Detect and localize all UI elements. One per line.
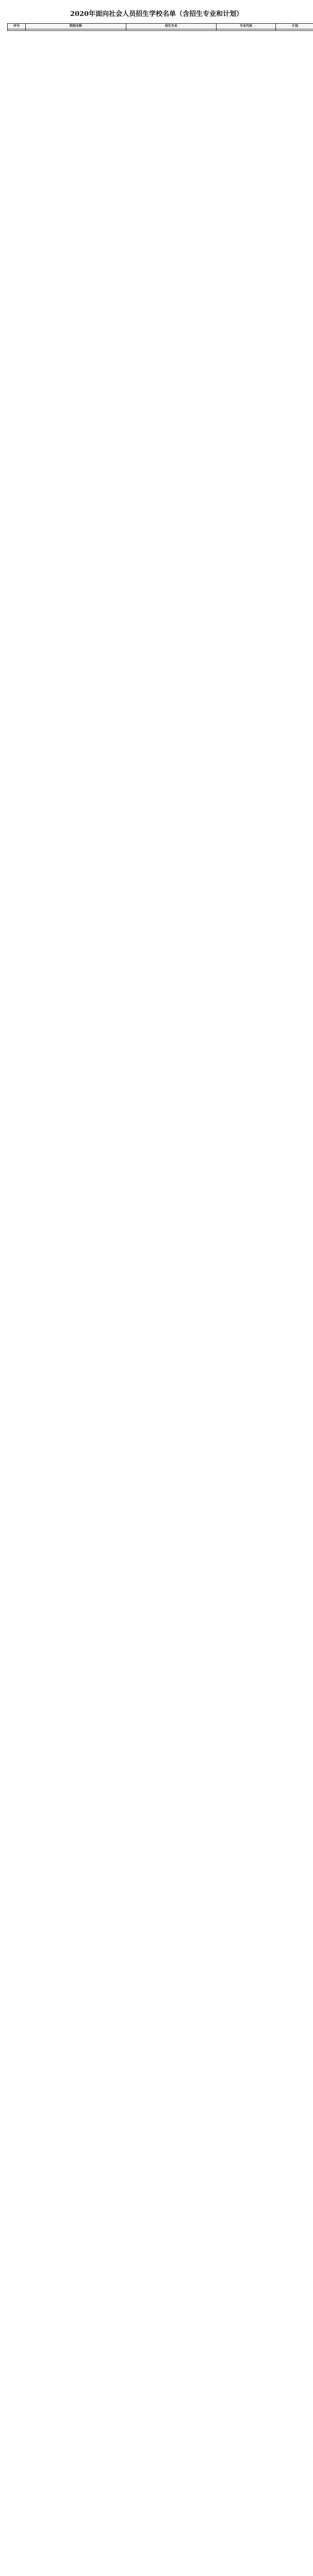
table-body (8, 29, 313, 31)
document-sheet (0, 0, 313, 41)
header-no: 序号 (8, 24, 26, 29)
cell-school (26, 29, 126, 31)
cell-major (126, 29, 217, 31)
header-school: 院校名称 (26, 24, 126, 29)
header-plan: 计划 (276, 24, 313, 29)
table-header-row (8, 24, 313, 29)
cell-no (8, 29, 26, 31)
page-title: 2020年面向社会人员招生学校名单（含招生专业和计划） (70, 10, 243, 18)
table-row (8, 29, 313, 31)
enrollment-table (7, 23, 313, 31)
header-code: 专业代码 (217, 24, 276, 29)
header-major: 招生专业 (126, 24, 217, 29)
cell-code (217, 29, 276, 31)
cell-plan (276, 29, 313, 31)
